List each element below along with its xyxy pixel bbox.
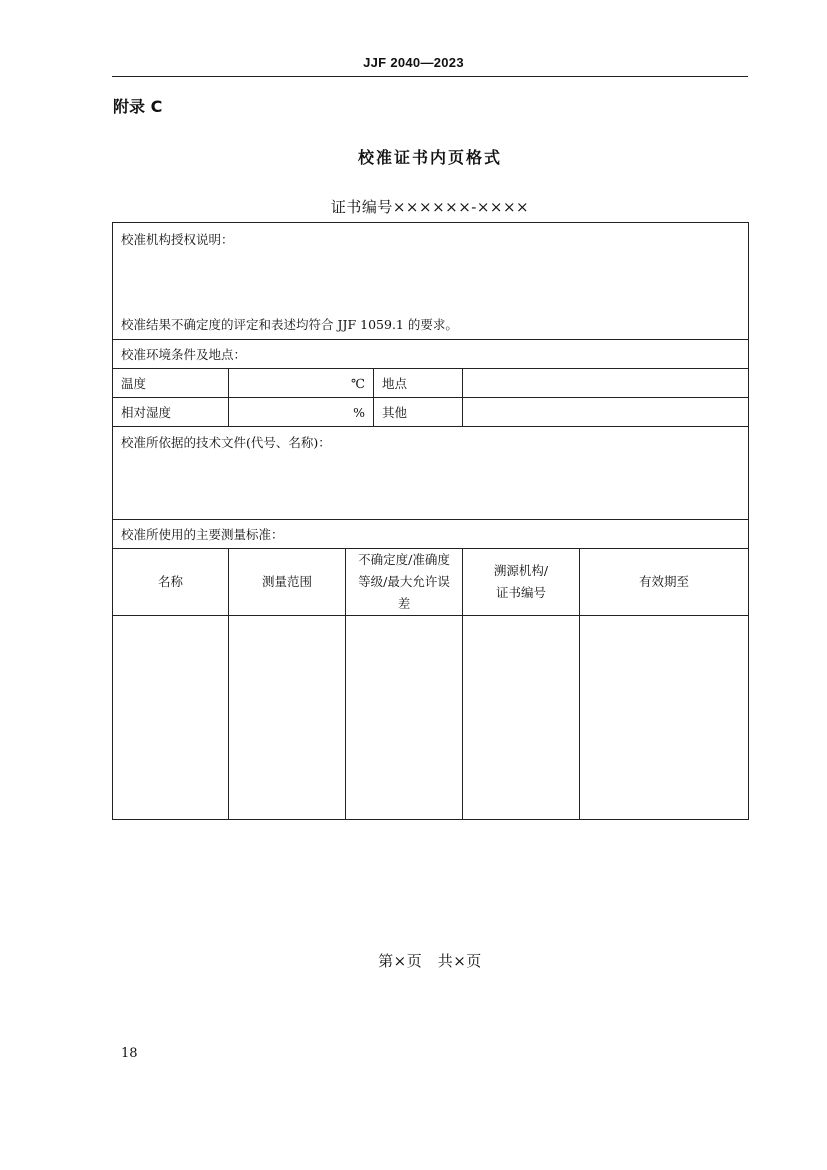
page-number: 18 bbox=[121, 1046, 138, 1061]
column-header-uncertainty-line2: 等级/最大允许误差 bbox=[358, 574, 450, 611]
humidity-label: 相对湿度 bbox=[113, 398, 229, 427]
technical-docs-cell[interactable] bbox=[113, 427, 749, 520]
appendix-heading: 附录 C bbox=[113, 97, 163, 116]
name-cell[interactable] bbox=[113, 616, 229, 820]
technical-docs-label: 校准所依据的技术文件(代号、名称)： bbox=[121, 435, 331, 450]
page-title: 校准证书内页格式 bbox=[357, 148, 502, 167]
other-value-field[interactable] bbox=[463, 398, 749, 427]
document-code: JJF 2040—2023 bbox=[363, 55, 464, 70]
certificate-number: 证书编号××××××-×××× bbox=[330, 198, 530, 216]
uncertainty-statement: 校准结果不确定度的评定和表述均符合 JJF 1059.1 的要求。 bbox=[121, 317, 458, 332]
range-cell[interactable] bbox=[229, 616, 346, 820]
humidity-value-field[interactable] bbox=[229, 398, 374, 427]
column-header-valid-until: 有效期至 bbox=[580, 549, 749, 616]
other-label: 其他 bbox=[374, 398, 463, 427]
temperature-value-field[interactable] bbox=[229, 369, 374, 398]
uncertainty-cell[interactable] bbox=[346, 616, 463, 820]
authorization-cell[interactable] bbox=[113, 223, 749, 340]
column-header-uncertainty bbox=[346, 549, 463, 616]
humidity-unit: % bbox=[353, 404, 365, 420]
column-header-uncertainty-line1: 不确定度/准确度 bbox=[358, 552, 450, 567]
traceability-cell[interactable] bbox=[463, 616, 580, 820]
column-header-traceability-line2: 证书编号 bbox=[495, 585, 546, 600]
calibration-form-table bbox=[112, 222, 749, 820]
environment-label: 校准环境条件及地点： bbox=[113, 340, 749, 369]
column-header-traceability-line1: 溯源机构/ bbox=[493, 563, 549, 578]
valid-until-cell[interactable] bbox=[580, 616, 749, 820]
page-of-footer: 第×页 共×页 bbox=[378, 952, 482, 970]
column-header-range: 测量范围 bbox=[229, 549, 346, 616]
authorization-label: 校准机构授权说明： bbox=[121, 232, 234, 247]
temperature-label: 温度 bbox=[113, 369, 229, 398]
location-label: 地点 bbox=[374, 369, 463, 398]
location-value-field[interactable] bbox=[463, 369, 749, 398]
temperature-unit: ℃ bbox=[351, 375, 365, 391]
column-header-traceability bbox=[463, 549, 580, 616]
column-header-name: 名称 bbox=[113, 549, 229, 616]
standards-label: 校准所使用的主要测量标准： bbox=[113, 520, 749, 549]
header-rule bbox=[112, 76, 748, 77]
